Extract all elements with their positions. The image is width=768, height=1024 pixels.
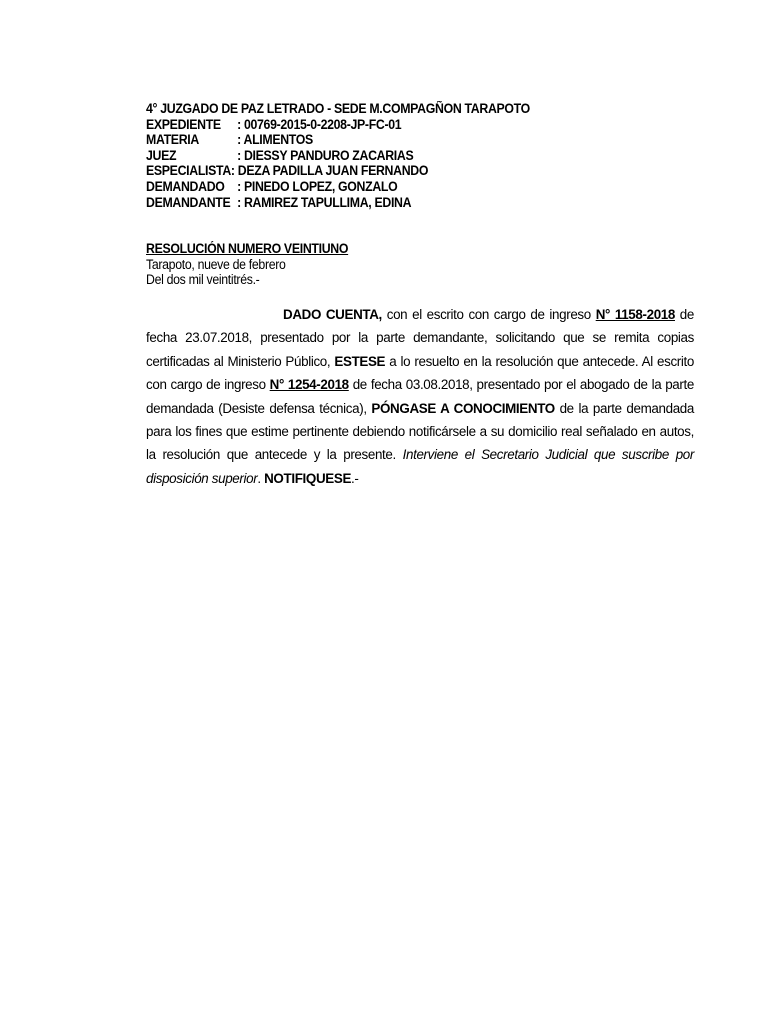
field-label: DEMANDANTE [146,194,231,210]
field-juez [146,148,530,164]
field-label: ESPECIALISTA [146,163,231,179]
field-expediente [146,117,530,133]
estese: ESTESE [334,353,386,369]
field-label: JUEZ [146,147,177,163]
field-especialista [146,163,530,179]
body-text-run: de fecha 03.08.2018, presentado por el abogado de la parte demandada (Desiste defensa técnica), [146,377,694,416]
body-text-run: con el escrito con cargo de ingreso [381,307,596,322]
body-text-run: de la parte demandada para los fines que estime pertinente debiendo notificársele a su domicilio real señalado en autos, la resolución que antecede y la presente. [146,400,694,463]
field-value: : ALIMENTOS [237,132,313,148]
body-text-run: a lo resuelto en la resolución que antecede. Al escrito con cargo de ingreso [146,353,694,393]
field-value: : DIESSY PANDURO ZACARIAS [237,147,414,163]
secretario-note: Interviene el Secretario Judicial que suscribe por disposición superior [146,447,694,486]
ingreso-number-1: N° 1158-2018 [595,307,675,322]
ingreso-number-2: N° 1254-2018 [269,377,349,393]
body-text-run: .- [351,470,359,486]
resolution-place-date: Tarapoto, nueve de febrero [146,256,286,272]
field-label: DEMANDADO [146,178,225,194]
field-demandante [146,195,530,211]
resolution-block [146,241,348,288]
body-text-run: de fecha 23.07.2018, presentado por la parte demandante, solicitando que se remita copias certificadas al Ministerio Público, [146,307,694,369]
court-name: 4° JUZGADO DE PAZ LETRADO - SEDE M.COMPAGÑON TARAPOTO [146,101,530,116]
field-value: : 00769-2015-0-2208-JP-FC-01 [237,116,402,132]
field-materia [146,132,530,148]
field-value: : RAMIREZ TAPULLIMA, EDINA [237,194,412,210]
resolution-body [146,303,694,490]
field-value: : DEZA PADILLA JUAN FERNANDO [230,163,429,179]
pongase-a-conocimiento: PÓNGASE A CONOCIMIENTO [371,400,555,416]
notifiquese: NOTIFIQUESE [264,470,352,486]
body-text-run: . [257,470,265,486]
resolution-title: RESOLUCIÓN NUMERO VEINTIUNO [146,241,349,256]
field-value: : PINEDO LOPEZ, GONZALO [237,178,398,194]
resolution-year: Del dos mil veintitrés.- [146,272,260,288]
case-header [146,101,530,210]
field-label: EXPEDIENTE [146,116,221,132]
dado-cuenta: DADO CUENTA, [283,307,382,322]
field-label: MATERIA [146,132,199,148]
field-demandado [146,179,530,195]
